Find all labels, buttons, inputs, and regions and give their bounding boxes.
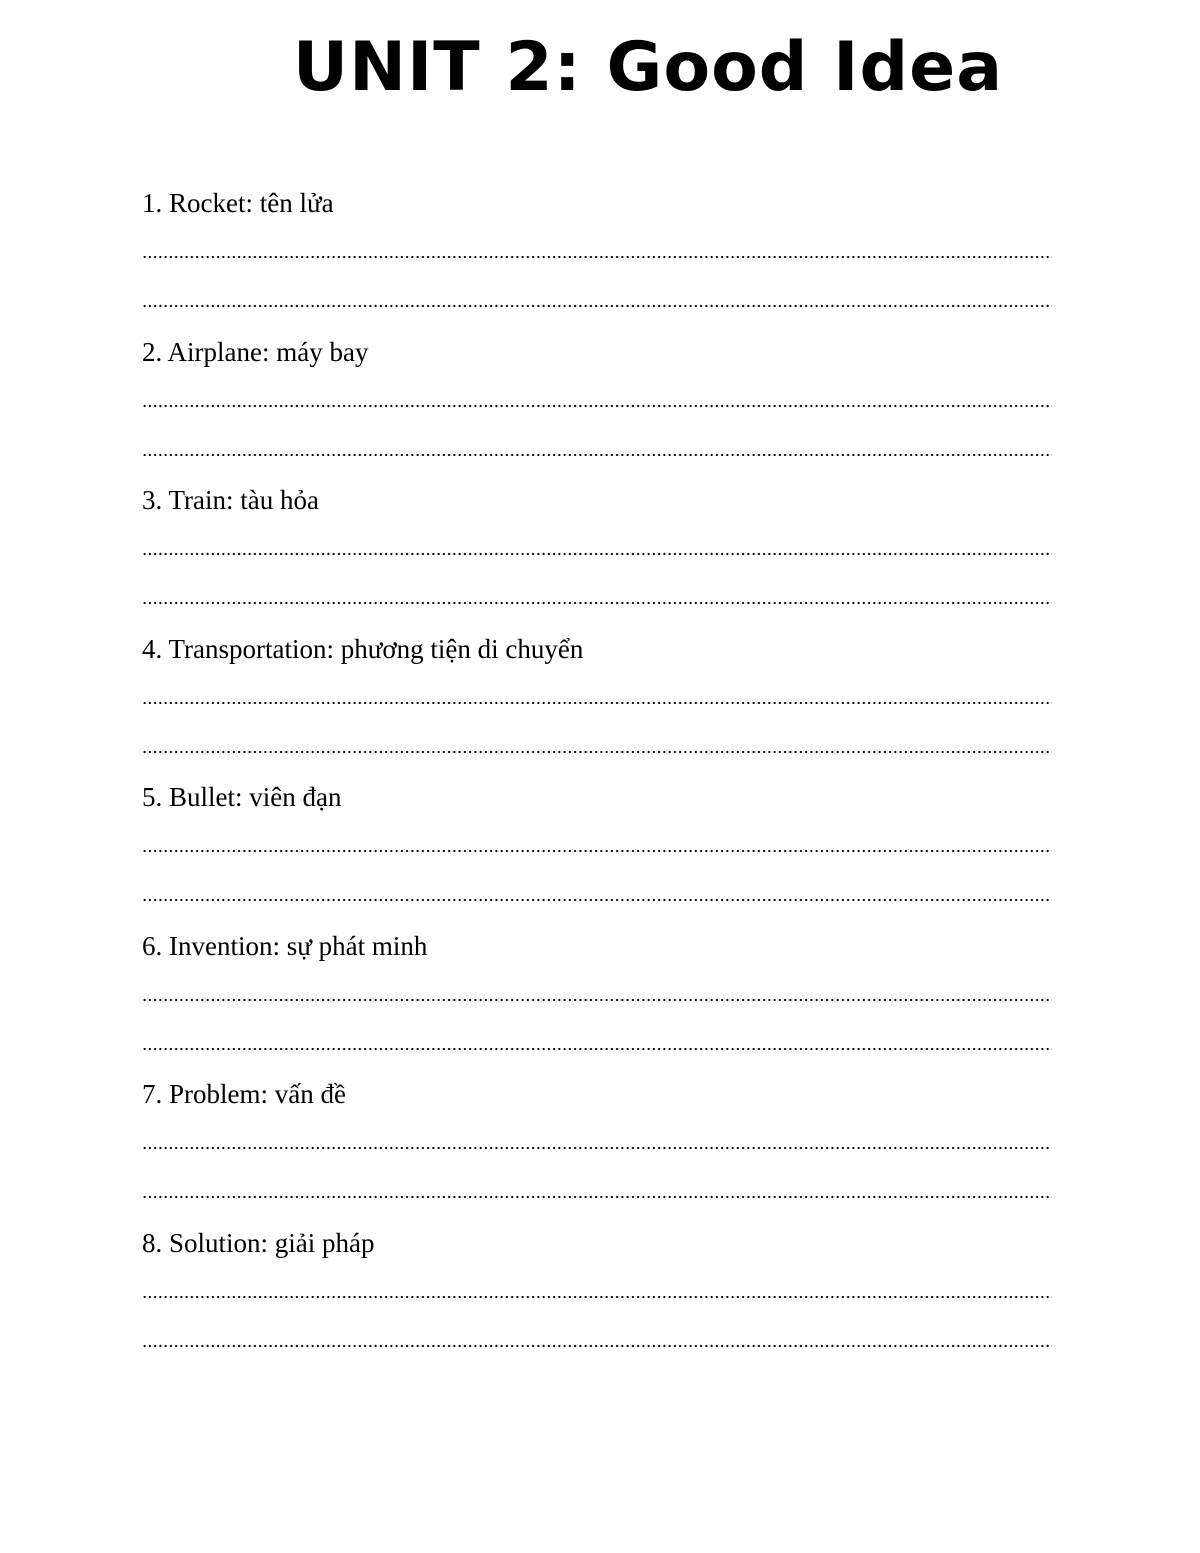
answer-line	[142, 1047, 1052, 1051]
vocab-item-invention	[142, 926, 1052, 1075]
vocab-item-solution	[142, 1223, 1052, 1372]
vocab-item-airplane	[142, 332, 1052, 481]
vocab-item-train	[142, 480, 1052, 629]
answer-line	[142, 404, 1052, 408]
vocab-item-rocket	[142, 183, 1052, 332]
answer-line	[142, 750, 1052, 754]
vocab-term: 6. Invention: sự phát minh	[142, 930, 428, 961]
vocab-term: 2. Airplane: máy bay	[142, 336, 369, 367]
answer-line	[142, 898, 1052, 902]
answer-line	[142, 255, 1052, 259]
answer-line	[142, 601, 1052, 605]
vocab-term: 5. Bullet: viên đạn	[142, 782, 342, 812]
answer-line	[142, 849, 1052, 853]
vocab-term: 7. Problem: vấn đề	[142, 1079, 346, 1109]
answer-line	[142, 304, 1052, 308]
vocab-term: 8. Solution: giải pháp	[142, 1227, 375, 1258]
page-title: UNIT 2: Good Idea	[292, 28, 1004, 107]
vocab-term: 3. Train: tàu hỏa	[142, 485, 320, 515]
answer-line	[142, 1146, 1052, 1150]
answer-line	[142, 1195, 1052, 1199]
answer-line	[142, 998, 1052, 1002]
vocab-item-transportation	[142, 629, 1052, 778]
answer-line	[142, 552, 1052, 556]
answer-line	[142, 701, 1052, 705]
vocab-term: 1. Rocket: tên lửa	[142, 188, 334, 218]
answer-line	[142, 453, 1052, 457]
answer-line	[142, 1344, 1052, 1348]
answer-line	[142, 1295, 1052, 1299]
vocab-item-problem	[142, 1074, 1052, 1223]
vocab-item-bullet	[142, 777, 1052, 926]
vocabulary-list	[142, 183, 1052, 1371]
vocab-term: 4. Transportation: phương tiện di chuyển	[142, 633, 584, 664]
